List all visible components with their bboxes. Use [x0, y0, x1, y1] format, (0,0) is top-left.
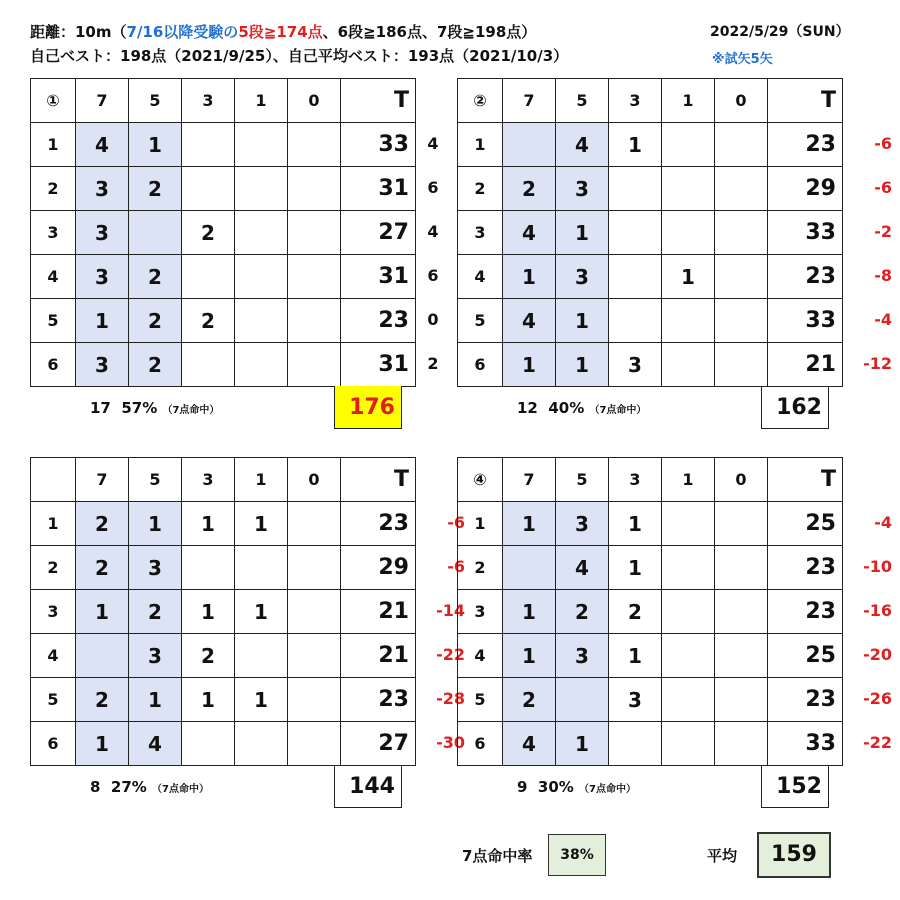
hit-count-cell: 2 [182, 299, 235, 343]
hit-count-cell [715, 299, 768, 343]
hit-count-cell: 4 [556, 546, 609, 590]
table-row [31, 678, 416, 722]
row-total: 33 [768, 211, 843, 255]
hit-count-cell [129, 211, 182, 255]
row-number: 2 [458, 546, 503, 590]
score-table [457, 78, 843, 387]
hit-count-cell [609, 299, 662, 343]
hit-count: 17 [90, 399, 111, 417]
row-total: 23 [768, 123, 843, 167]
column-header: 3 [182, 79, 235, 123]
row-number: 1 [458, 123, 503, 167]
hit-count-cell: 1 [503, 502, 556, 546]
column-header: T [341, 458, 416, 502]
row-total: 33 [768, 299, 843, 343]
row-total: 31 [341, 343, 416, 387]
hit-count-cell [715, 211, 768, 255]
row-total: 25 [768, 634, 843, 678]
table-row [458, 211, 843, 255]
block-total: 152 [761, 765, 829, 808]
table-row [458, 299, 843, 343]
table-row [458, 546, 843, 590]
score-table [30, 457, 416, 766]
hit-count-cell [715, 255, 768, 299]
round-label: ① [31, 79, 76, 123]
hit-count-cell [182, 123, 235, 167]
row-number: 3 [458, 590, 503, 634]
block-summary [30, 766, 405, 810]
hit-count-cell: 1 [235, 678, 288, 722]
hit-count: 9 [517, 778, 528, 796]
hit-count-cell: 3 [556, 634, 609, 678]
row-total: 21 [341, 634, 416, 678]
column-header: 3 [182, 458, 235, 502]
row-number: 4 [31, 255, 76, 299]
score-diff: -10 [863, 557, 892, 576]
hit-count-cell [662, 167, 715, 211]
column-header: 0 [288, 458, 341, 502]
score-diff: -4 [874, 310, 892, 329]
hit-count-cell [662, 634, 715, 678]
score-diff: -12 [863, 354, 892, 373]
row-number: 1 [31, 502, 76, 546]
hit-count-cell [715, 343, 768, 387]
column-header: 0 [715, 458, 768, 502]
score-diff: -4 [874, 513, 892, 532]
average-label: 平均 [707, 847, 738, 865]
row-number: 4 [31, 634, 76, 678]
row-total: 23 [768, 678, 843, 722]
hit-count-cell [609, 211, 662, 255]
hit-count-cell: 2 [556, 590, 609, 634]
hit-count-cell [662, 722, 715, 766]
column-header: 3 [609, 79, 662, 123]
score-diff: -28 [436, 689, 465, 708]
hit-count-cell [662, 211, 715, 255]
row-number: 6 [458, 722, 503, 766]
hit-count-cell [288, 590, 341, 634]
hit-count-cell: 1 [76, 722, 129, 766]
table-row [31, 343, 416, 387]
hit-count-cell [715, 722, 768, 766]
row-total: 23 [341, 502, 416, 546]
row-number: 5 [31, 678, 76, 722]
hit-count-cell: 2 [129, 299, 182, 343]
score-diff: -2 [874, 222, 892, 241]
exam-date-text: 7/16以降受験の [126, 23, 239, 41]
table-row [458, 502, 843, 546]
hit-count-cell [235, 211, 288, 255]
hit-count-cell: 4 [503, 299, 556, 343]
hit-count-cell [715, 678, 768, 722]
hit-count-cell: 3 [556, 167, 609, 211]
hit-count-cell: 1 [609, 634, 662, 678]
row-number: 2 [31, 167, 76, 211]
row-total: 29 [341, 546, 416, 590]
row-total: 31 [341, 167, 416, 211]
hit-count-cell: 2 [76, 678, 129, 722]
hit-count-cell [288, 255, 341, 299]
hit-count-cell [288, 634, 341, 678]
table-row [31, 255, 416, 299]
hit-summary [90, 778, 209, 796]
table-row [31, 546, 416, 590]
score-diff: -6 [447, 557, 465, 576]
row-total: 31 [341, 255, 416, 299]
hit-count-cell [235, 343, 288, 387]
score-diff: -8 [874, 266, 892, 285]
hit-count-cell: 2 [76, 546, 129, 590]
score-table [30, 78, 416, 387]
hit-count-cell [288, 722, 341, 766]
hit-count-cell [182, 255, 235, 299]
hit-count-cell [715, 590, 768, 634]
row-total: 27 [341, 722, 416, 766]
hit-count-cell: 1 [609, 546, 662, 590]
hit-count-cell: 2 [609, 590, 662, 634]
hit-count-cell: 1 [76, 590, 129, 634]
row-total: 23 [768, 546, 843, 590]
hit-count-cell: 2 [129, 255, 182, 299]
score-block-2 [457, 78, 892, 431]
hit-count-cell: 3 [609, 678, 662, 722]
column-header: 1 [662, 79, 715, 123]
hit-count-cell [715, 502, 768, 546]
column-header: 1 [662, 458, 715, 502]
block-summary [457, 387, 832, 431]
hit-count-cell: 1 [129, 502, 182, 546]
score-table [457, 457, 843, 766]
hit-count-cell [288, 167, 341, 211]
score-diff: -6 [874, 178, 892, 197]
hit-count-cell: 1 [182, 678, 235, 722]
hit-rate-label: 7点命中率 [462, 847, 533, 865]
hit-count-cell: 1 [235, 502, 288, 546]
hit-count-cell [609, 722, 662, 766]
hit-count-cell: 2 [182, 634, 235, 678]
table-row [458, 255, 843, 299]
hit-count-cell [288, 502, 341, 546]
column-header: 0 [715, 79, 768, 123]
side-value: 4 [427, 222, 439, 241]
hit-count-cell: 4 [556, 123, 609, 167]
column-header: 7 [503, 458, 556, 502]
hit-count-cell: 2 [503, 678, 556, 722]
table-row [31, 590, 416, 634]
hit-count-cell [182, 722, 235, 766]
hit-count-cell [235, 255, 288, 299]
hit-count-cell [235, 722, 288, 766]
row-total: 23 [768, 590, 843, 634]
hit-note: （7点命中） [152, 784, 209, 795]
hit-count-cell [182, 343, 235, 387]
row-total: 23 [341, 299, 416, 343]
hit-count-cell [288, 123, 341, 167]
header-line-2: 自己ベスト：198点（2021/9/25）、自己平均ベスト：193点（2021/10/3） [30, 47, 569, 65]
hit-count-cell: 3 [76, 211, 129, 255]
hit-count-cell [235, 123, 288, 167]
hit-count-cell: 2 [129, 343, 182, 387]
hit-count-cell: 1 [129, 123, 182, 167]
hit-count-cell: 1 [556, 299, 609, 343]
hit-count-cell: 3 [556, 255, 609, 299]
hit-count-cell: 2 [129, 590, 182, 634]
hit-count-cell: 3 [76, 343, 129, 387]
hit-count-cell: 2 [76, 502, 129, 546]
column-header: 7 [503, 79, 556, 123]
hit-count-cell: 1 [556, 343, 609, 387]
score-diff: -22 [436, 645, 465, 664]
hit-count-cell [715, 546, 768, 590]
hit-count-cell: 1 [503, 634, 556, 678]
row-number: 3 [31, 590, 76, 634]
header-line-1 [30, 20, 568, 44]
block-total: 162 [761, 386, 829, 429]
header-row [31, 458, 416, 502]
hit-count-cell [662, 123, 715, 167]
hit-count-cell [662, 678, 715, 722]
distance-text: 距離：10m（ [30, 23, 127, 41]
hit-count-cell [182, 546, 235, 590]
column-header: 5 [556, 458, 609, 502]
side-value: 4 [427, 134, 439, 153]
block-summary [30, 387, 405, 431]
hit-count-cell: 3 [556, 502, 609, 546]
row-total: 23 [341, 678, 416, 722]
table-row [31, 299, 416, 343]
hit-percent: 57% [121, 399, 158, 417]
hit-summary [90, 399, 219, 417]
hit-count-cell: 1 [503, 255, 556, 299]
column-header: T [768, 79, 843, 123]
table-row [31, 123, 416, 167]
hit-note: （7点命中） [162, 405, 220, 416]
table-row [31, 167, 416, 211]
block-total: 176 [334, 386, 402, 429]
header-row [458, 79, 843, 123]
table-row [458, 343, 843, 387]
score-diff: -20 [863, 645, 892, 664]
table-row [31, 634, 416, 678]
header-row [458, 458, 843, 502]
hit-count-cell [662, 299, 715, 343]
hit-count-cell [503, 546, 556, 590]
hit-count-cell: 2 [129, 167, 182, 211]
column-header: 3 [609, 458, 662, 502]
hit-count-cell: 1 [235, 590, 288, 634]
hit-count-cell: 1 [503, 590, 556, 634]
hit-count-cell [662, 343, 715, 387]
hit-count-cell: 1 [556, 211, 609, 255]
hit-count-cell [288, 211, 341, 255]
header-row [31, 79, 416, 123]
row-number: 5 [458, 678, 503, 722]
table-row [458, 590, 843, 634]
table-row [458, 123, 843, 167]
hit-count-cell: 3 [129, 634, 182, 678]
row-number: 1 [458, 502, 503, 546]
hit-count-cell: 1 [556, 722, 609, 766]
column-header: 1 [235, 79, 288, 123]
hit-count-cell [503, 123, 556, 167]
table-row [458, 634, 843, 678]
hit-count-cell [715, 167, 768, 211]
hit-count-cell [715, 634, 768, 678]
hit-count-cell [662, 502, 715, 546]
row-total: 21 [768, 343, 843, 387]
row-total: 23 [768, 255, 843, 299]
table-row [458, 678, 843, 722]
hit-count-cell: 1 [662, 255, 715, 299]
row-number: 4 [458, 255, 503, 299]
row-total: 33 [341, 123, 416, 167]
table-row [31, 722, 416, 766]
hit-count-cell: 3 [76, 167, 129, 211]
row-number: 2 [458, 167, 503, 211]
hit-count-cell [715, 123, 768, 167]
row-total: 29 [768, 167, 843, 211]
round-label [31, 458, 76, 502]
table-row [31, 211, 416, 255]
date-label: 2022/5/29（SUN） [710, 24, 850, 40]
hit-count-cell: 2 [182, 211, 235, 255]
hit-count-cell [556, 678, 609, 722]
average-value: 159 [757, 832, 831, 878]
hit-count-cell: 2 [503, 167, 556, 211]
block-summary [457, 766, 832, 810]
dan-requirements-rest: 、6段≧186点、7段≧198点） [322, 23, 537, 41]
row-number: 3 [458, 211, 503, 255]
hit-count-cell [235, 167, 288, 211]
hit-count-cell [235, 634, 288, 678]
hit-count: 8 [90, 778, 101, 796]
score-diff: -30 [436, 733, 465, 752]
table-row [31, 502, 416, 546]
score-block-1 [30, 78, 439, 431]
column-header: 5 [556, 79, 609, 123]
score-block-4 [457, 457, 892, 810]
score-block-3 [30, 457, 465, 810]
header-text [30, 20, 568, 68]
score-diff: -22 [863, 733, 892, 752]
score-diff: -6 [874, 134, 892, 153]
hit-count-cell: 1 [76, 299, 129, 343]
block-total: 144 [334, 765, 402, 808]
hit-count-cell [288, 678, 341, 722]
row-total: 27 [341, 211, 416, 255]
row-number: 5 [31, 299, 76, 343]
row-number: 3 [31, 211, 76, 255]
hit-count-cell [662, 590, 715, 634]
table-row [458, 722, 843, 766]
column-header: 5 [129, 79, 182, 123]
hit-count-cell [235, 546, 288, 590]
row-number: 6 [31, 343, 76, 387]
hit-count-cell: 1 [129, 678, 182, 722]
column-header: 5 [129, 458, 182, 502]
column-header: 1 [235, 458, 288, 502]
side-value: 2 [427, 354, 439, 373]
column-header: T [768, 458, 843, 502]
hit-count-cell [609, 167, 662, 211]
hit-count-cell [288, 546, 341, 590]
hit-count-cell: 1 [503, 343, 556, 387]
column-header: 7 [76, 458, 129, 502]
score-diff: -14 [436, 601, 465, 620]
side-value: 6 [427, 178, 439, 197]
hit-rate-value: 38% [548, 834, 606, 876]
hit-count-cell: 4 [76, 123, 129, 167]
hit-count-cell: 4 [129, 722, 182, 766]
row-number: 5 [458, 299, 503, 343]
hit-percent: 27% [110, 778, 147, 796]
score-diff: -26 [863, 689, 892, 708]
column-header: 7 [76, 79, 129, 123]
column-header: 0 [288, 79, 341, 123]
round-label: ④ [458, 458, 503, 502]
hit-count-cell: 4 [503, 722, 556, 766]
row-number: 6 [31, 722, 76, 766]
row-number: 2 [31, 546, 76, 590]
hit-count-cell: 1 [609, 123, 662, 167]
hit-percent: 30% [537, 778, 574, 796]
row-number: 1 [31, 123, 76, 167]
hit-count-cell [235, 299, 288, 343]
hit-note: （7点命中） [589, 405, 647, 416]
row-total: 21 [341, 590, 416, 634]
hit-note: （7点命中） [579, 784, 636, 795]
hit-count-cell: 1 [182, 590, 235, 634]
side-value: 6 [427, 266, 439, 285]
table-row [458, 167, 843, 211]
round-label: ② [458, 79, 503, 123]
hit-count-cell [288, 299, 341, 343]
hit-summary [517, 399, 646, 417]
hit-count-cell: 4 [503, 211, 556, 255]
hit-summary [517, 778, 636, 796]
hit-count-cell [609, 255, 662, 299]
hit-count-cell [76, 634, 129, 678]
row-total: 25 [768, 502, 843, 546]
hit-count-cell [182, 167, 235, 211]
hit-percent: 40% [548, 399, 585, 417]
score-diff: -16 [863, 601, 892, 620]
row-total: 33 [768, 722, 843, 766]
warmup-note: ※試矢5矢 [712, 52, 773, 67]
side-value: 0 [427, 310, 439, 329]
row-number: 4 [458, 634, 503, 678]
dan5-requirement: 5段≧174点 [238, 23, 323, 41]
hit-count-cell [288, 343, 341, 387]
hit-count-cell [662, 546, 715, 590]
column-header: T [341, 79, 416, 123]
score-diff: -6 [447, 513, 465, 532]
hit-count-cell: 1 [609, 502, 662, 546]
hit-count-cell: 3 [129, 546, 182, 590]
row-number: 6 [458, 343, 503, 387]
hit-count: 12 [517, 399, 538, 417]
hit-count-cell: 1 [182, 502, 235, 546]
hit-count-cell: 3 [76, 255, 129, 299]
hit-count-cell: 3 [609, 343, 662, 387]
